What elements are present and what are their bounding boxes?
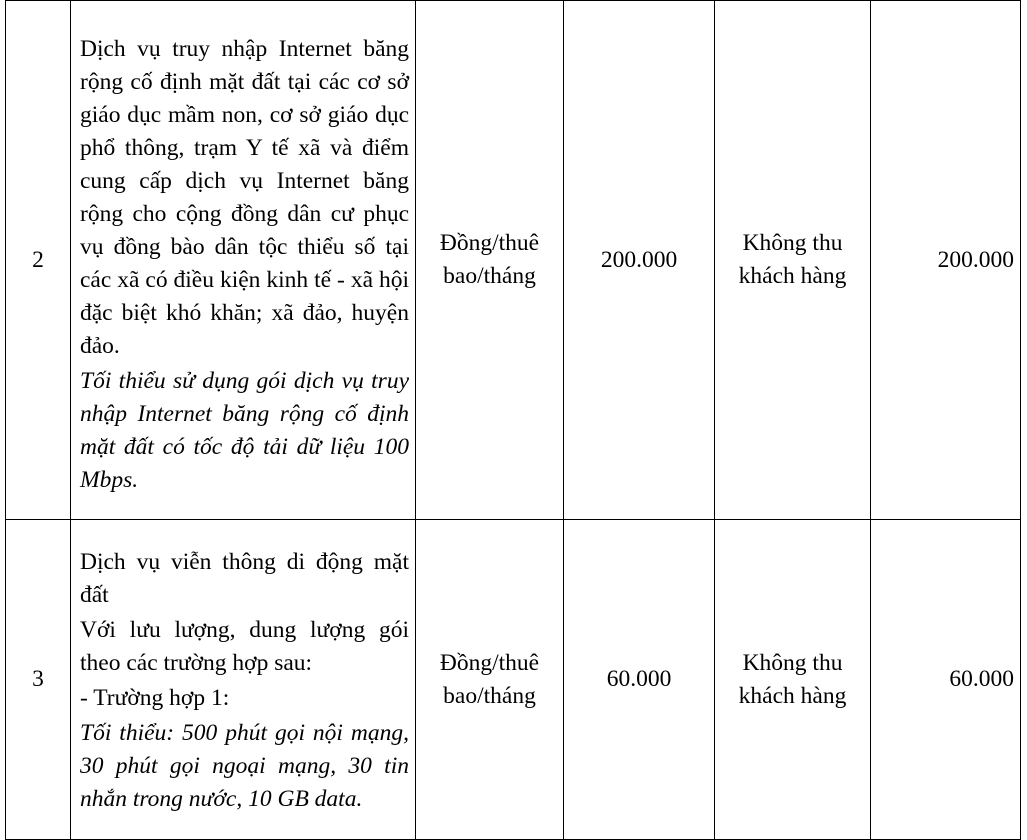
note-cell	[715, 520, 871, 840]
minimum-requirement: Tối thiểu sử dụng gói dịch vụ truy nhập Internet băng rộng cố định mặt đất có tốc độ tải dữ liệu 100 Mbps.	[80, 367, 409, 493]
price-value: 200.000	[600, 246, 678, 273]
service-price-table	[5, 0, 1021, 840]
row-number-cell	[6, 520, 71, 840]
minimum-requirement: Tối thiểu: 500 phút gọi nội mạng, 30 phút gọi ngoại mạng, 30 tin nhắn trong nước, 10 GB data.	[80, 720, 409, 812]
table-row	[6, 520, 1021, 840]
row-number: 3	[32, 666, 44, 692]
total-cell	[871, 520, 1021, 840]
package-condition: Với lưu lượng, dung lượng gói theo các trường hợp sau:	[80, 617, 409, 676]
note-line-2: khách hàng	[738, 263, 847, 289]
total-value: 200.000	[937, 246, 1014, 273]
case-label: - Trường hợp 1:	[80, 685, 230, 711]
price-cell	[564, 1, 715, 520]
note-line-2: khách hàng	[738, 682, 847, 709]
service-name: Dịch vụ viễn thông di động mặt đất	[80, 549, 409, 608]
unit-cell	[416, 520, 564, 840]
unit-line-2: bao/tháng	[443, 682, 536, 709]
row-number: 2	[32, 246, 44, 273]
table-row	[6, 1, 1021, 520]
note-cell	[715, 1, 871, 520]
unit-line-1: Đồng/thuê	[439, 649, 540, 676]
service-description-cell	[71, 520, 416, 840]
note-line-1: Không thu	[742, 230, 843, 256]
total-value: 60.000	[949, 666, 1014, 692]
note-line-1: Không thu	[742, 649, 843, 676]
row-number-cell	[6, 1, 71, 520]
price-value: 60.000	[606, 666, 672, 692]
price-cell	[564, 520, 715, 840]
total-cell	[871, 1, 1021, 520]
unit-cell	[416, 1, 564, 520]
service-description-cell	[71, 1, 416, 520]
service-name: Dịch vụ truy nhập Internet băng rộng cố định mặt đất tại các cơ sở giáo dục mầm non, cơ sở giáo dục phổ thông, trạm Y tế xã và điểm cung cấp dịch vụ Internet băng rộng cho cộng đồng dân cư phục vụ đồng bào dân tộc thiểu số tại các xã có điều kiện kinh tế - xã hội đặc biệt khó khăn; xã đảo, huyện đảo.	[80, 35, 409, 359]
unit-line-2: bao/tháng	[443, 263, 536, 289]
unit-line-1: Đồng/thuê	[439, 230, 540, 256]
